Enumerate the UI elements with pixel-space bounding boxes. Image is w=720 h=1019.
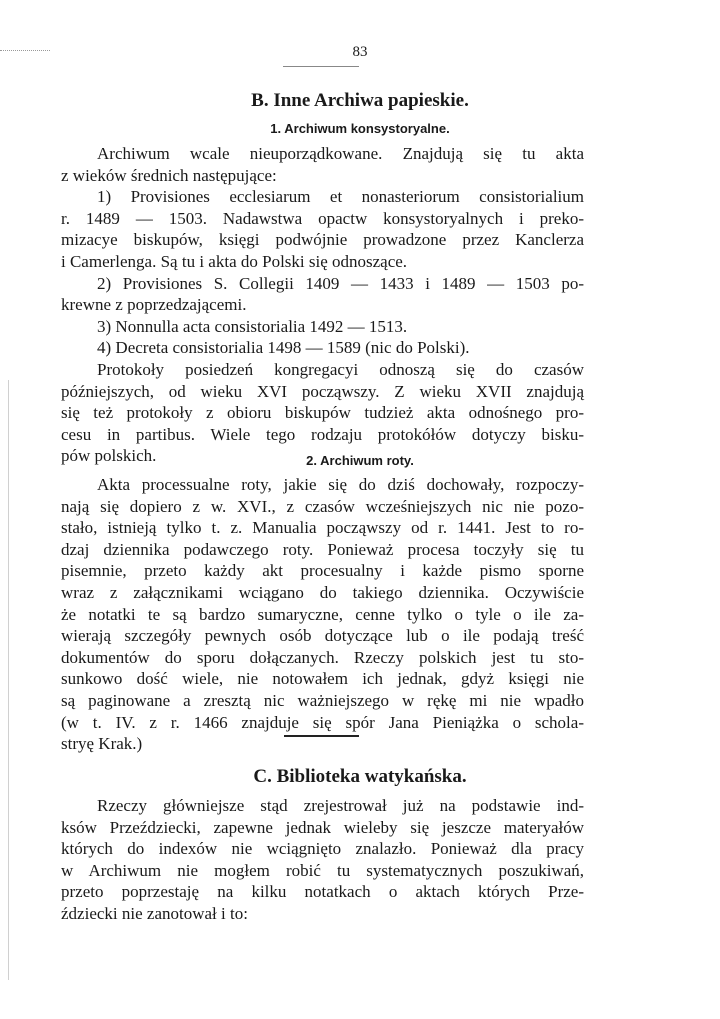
- text-line: dokumentów do sporu dołączanych. Rzeczy polskich jest tu sto-: [61, 647, 584, 667]
- subsection-1-heading: 1. Archiwum konsystoryalne.: [270, 121, 450, 136]
- text-line: w Archiwum nie mogłem robić tu systematycznych poszukiwań,: [61, 860, 584, 880]
- text-line: że notatki te są bardzo sumaryczne, cenne tylko o tyle o ile za-: [61, 604, 584, 624]
- text-line: pów polskich.: [61, 446, 157, 466]
- text-line: Rzeczy główniejsze stąd zrejestrował już na podstawie ind-: [97, 796, 584, 815]
- text-line: sunkowo dość wiele, nie notowałem ich jednak, gdyż księgi nie: [61, 669, 584, 689]
- text-line: nają się dopiero z w. XVI., z czasów wcześniejszych nic nie pozo-: [61, 496, 584, 516]
- text-line: z wieków średnich następujące:: [61, 165, 277, 185]
- text-line: Archiwum wcale nieuporządkowane. Znajdują się tu akta: [97, 144, 584, 163]
- text-line: Akta processualne roty, jakie się do dziś dochowały, rozpoczy-: [97, 475, 584, 494]
- text-line: których do indexów nie wciągnięto znalazło. Ponieważ dla pracy: [61, 839, 584, 859]
- subsection-2-body: [61, 474, 584, 755]
- section-c-body: [61, 795, 584, 925]
- scan-edge: [8, 380, 9, 980]
- text-line: cesu in partibus. Wiele tego rodzaju protokółów dotyczy bisku-: [61, 424, 584, 444]
- subsection-1-body: [61, 143, 584, 467]
- text-line: stryę Krak.): [61, 734, 143, 754]
- section-b-heading: B. Inne Archiwa papieskie.: [251, 90, 469, 111]
- text-line: 2) Provisiones S. Collegii 1409 — 1433 i 1489 — 1503 po-: [97, 273, 584, 293]
- text-line: wraz z załącznikami wciągano do takiego dziennika. Oczywiście: [61, 582, 584, 602]
- text-line: ksów Przeździecki, zapewne jednak wieleby się jeszcze materyałów: [61, 817, 584, 837]
- subsection-2-heading: 2. Archiwum roty.: [306, 453, 414, 468]
- text-line: pisemnie, przeto każdy akt procesualny i każde pismo sporne: [61, 561, 584, 581]
- text-line: 4) Decreta consistorialia 1498 — 1589 (nic do Polski).: [97, 338, 470, 358]
- text-line: Protokoły posiedzeń kongregacyi odnoszą się do czasów: [97, 359, 584, 379]
- text-line: (w t. IV. z r. 1466 znajduje się spór Jana Pieniążka o schola-: [61, 712, 584, 732]
- text-line: stało, istnieją tylko t. z. Manualia począwszy od r. 1441. Jest to ro-: [61, 518, 584, 538]
- text-line: i Camerlenga. Są tu i akta do Polski się odnoszące.: [61, 251, 408, 271]
- text-line: przeto poprzestaję na kilku notatkach o aktach których Prze-: [61, 882, 584, 902]
- text-line: późniejszych, od wieku XVI począwszy. Z wieku XVII znajdują: [61, 381, 584, 401]
- text-line: się też protokoły z obioru biskupów tudzież akta odnośnego pro-: [61, 403, 584, 423]
- text-line: 1) Provisiones ecclesiarum et nonasteriorum consistorialium: [97, 187, 584, 207]
- section-c-heading: C. Biblioteka watykańska.: [253, 766, 467, 787]
- section-divider: [284, 735, 359, 737]
- page-number-rule: [283, 66, 359, 67]
- text-line: r. 1489 — 1503. Nadawstwa opactw konsystoryalnych i preko-: [61, 208, 584, 228]
- text-line: wierają szczegóły pewnych osób dotyczące lub o ile podają treść: [61, 626, 584, 646]
- text-line: mizacye biskupów, księgi podwójnie prowadzone przez Kanclerza: [61, 230, 584, 250]
- text-line: 3) Nonnulla acta consistorialia 1492 — 1513.: [97, 316, 408, 336]
- text-line: dzaj dziennika podawczego roty. Ponieważ procesa toczyły się tu: [61, 539, 584, 559]
- text-line: krewne z poprzedzającemi.: [61, 295, 247, 315]
- text-line: są paginowane a zresztą nic ważniejszego w rękę mi nie wpadło: [61, 690, 584, 710]
- text-line: ździecki nie zanotował i to:: [61, 903, 248, 923]
- page-number: 83: [352, 44, 368, 60]
